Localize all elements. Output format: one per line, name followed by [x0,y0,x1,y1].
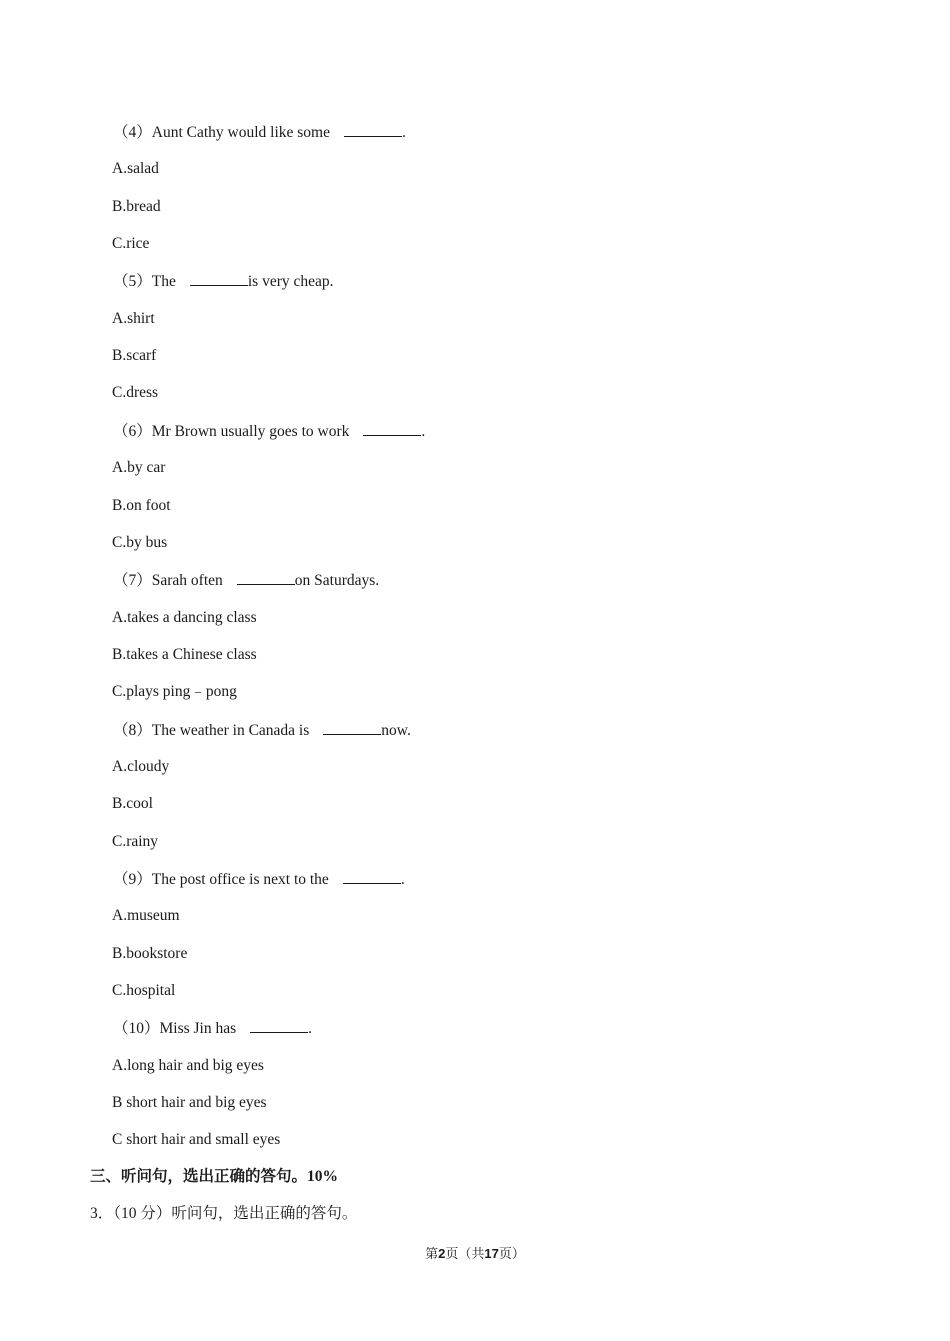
answer-option: B short hair and big eyes [112,1094,267,1111]
question-prompt [113,1018,312,1039]
answer-option: A.shirt [112,310,155,327]
question-prompt [113,570,379,591]
answer-option: A.takes a dancing class [112,609,257,626]
question-prompt [113,720,411,741]
answer-option: B.cool [112,795,153,812]
answer-option: B.bread [112,198,161,215]
answer-option: C.rainy [112,833,159,850]
answer-option: B.on foot [112,497,171,514]
footer-total-pages: 17 [484,1246,499,1261]
footer-middle: 页（共 [445,1246,485,1261]
answer-option: C.dress [112,384,159,401]
footer-page-number: 2 [438,1246,446,1261]
question-text-end: now. [381,722,411,739]
answer-option: A.museum [112,907,180,924]
answer-option: A.long hair and big eyes [112,1057,264,1074]
question-text: （8）The weather in Canada is [113,722,310,739]
question-text-end: . [400,871,405,888]
answer-blank [343,869,401,884]
question-text-end: is very cheap. [247,273,334,290]
question-text-end: . [421,423,426,440]
answer-option: C.hospital [112,982,176,999]
answer-blank [190,271,248,286]
question-text: （5）The [113,273,176,290]
answer-option: B.bookstore [112,945,188,962]
answer-option: C.by bus [112,534,168,551]
answer-option: C.rice [112,235,150,252]
question-prompt [113,271,334,292]
question-text: （6）Mr Brown usually goes to work [113,423,350,440]
footer-prefix: 第 [425,1246,439,1261]
question-prompt [113,421,425,442]
answer-blank [363,421,421,436]
page-footer [0,1245,950,1263]
answer-option: C.plays ping﹣pong [112,683,237,700]
answer-option: A.salad [112,160,159,177]
question-text-end: . [308,1020,313,1037]
question-3-prompt: 3．（10 分）听问句，选出正确的答句。 [90,1205,358,1222]
answer-option: B.takes a Chinese class [112,646,257,663]
question-text: （9）The post office is next to the [113,871,329,888]
answer-blank [323,720,381,735]
section-heading: 三、听问句，选出正确的答句。10% [90,1168,339,1185]
question-prompt [113,869,405,890]
answer-blank [344,122,402,137]
answer-option: A.by car [112,459,166,476]
answer-blank [250,1018,308,1033]
answer-option: A.cloudy [112,758,170,775]
answer-option: C short hair and small eyes [112,1131,281,1148]
question-text-end: on Saturdays. [294,572,380,589]
question-prompt [113,122,406,143]
question-text: （4）Aunt Cathy would like some [113,124,330,141]
question-text-end: . [402,124,406,141]
answer-blank [237,570,295,585]
question-text: （7）Sarah often [113,572,223,589]
footer-suffix: 页） [498,1246,525,1261]
answer-option: B.scarf [112,347,157,364]
question-text: （10）Miss Jin has [113,1020,237,1037]
